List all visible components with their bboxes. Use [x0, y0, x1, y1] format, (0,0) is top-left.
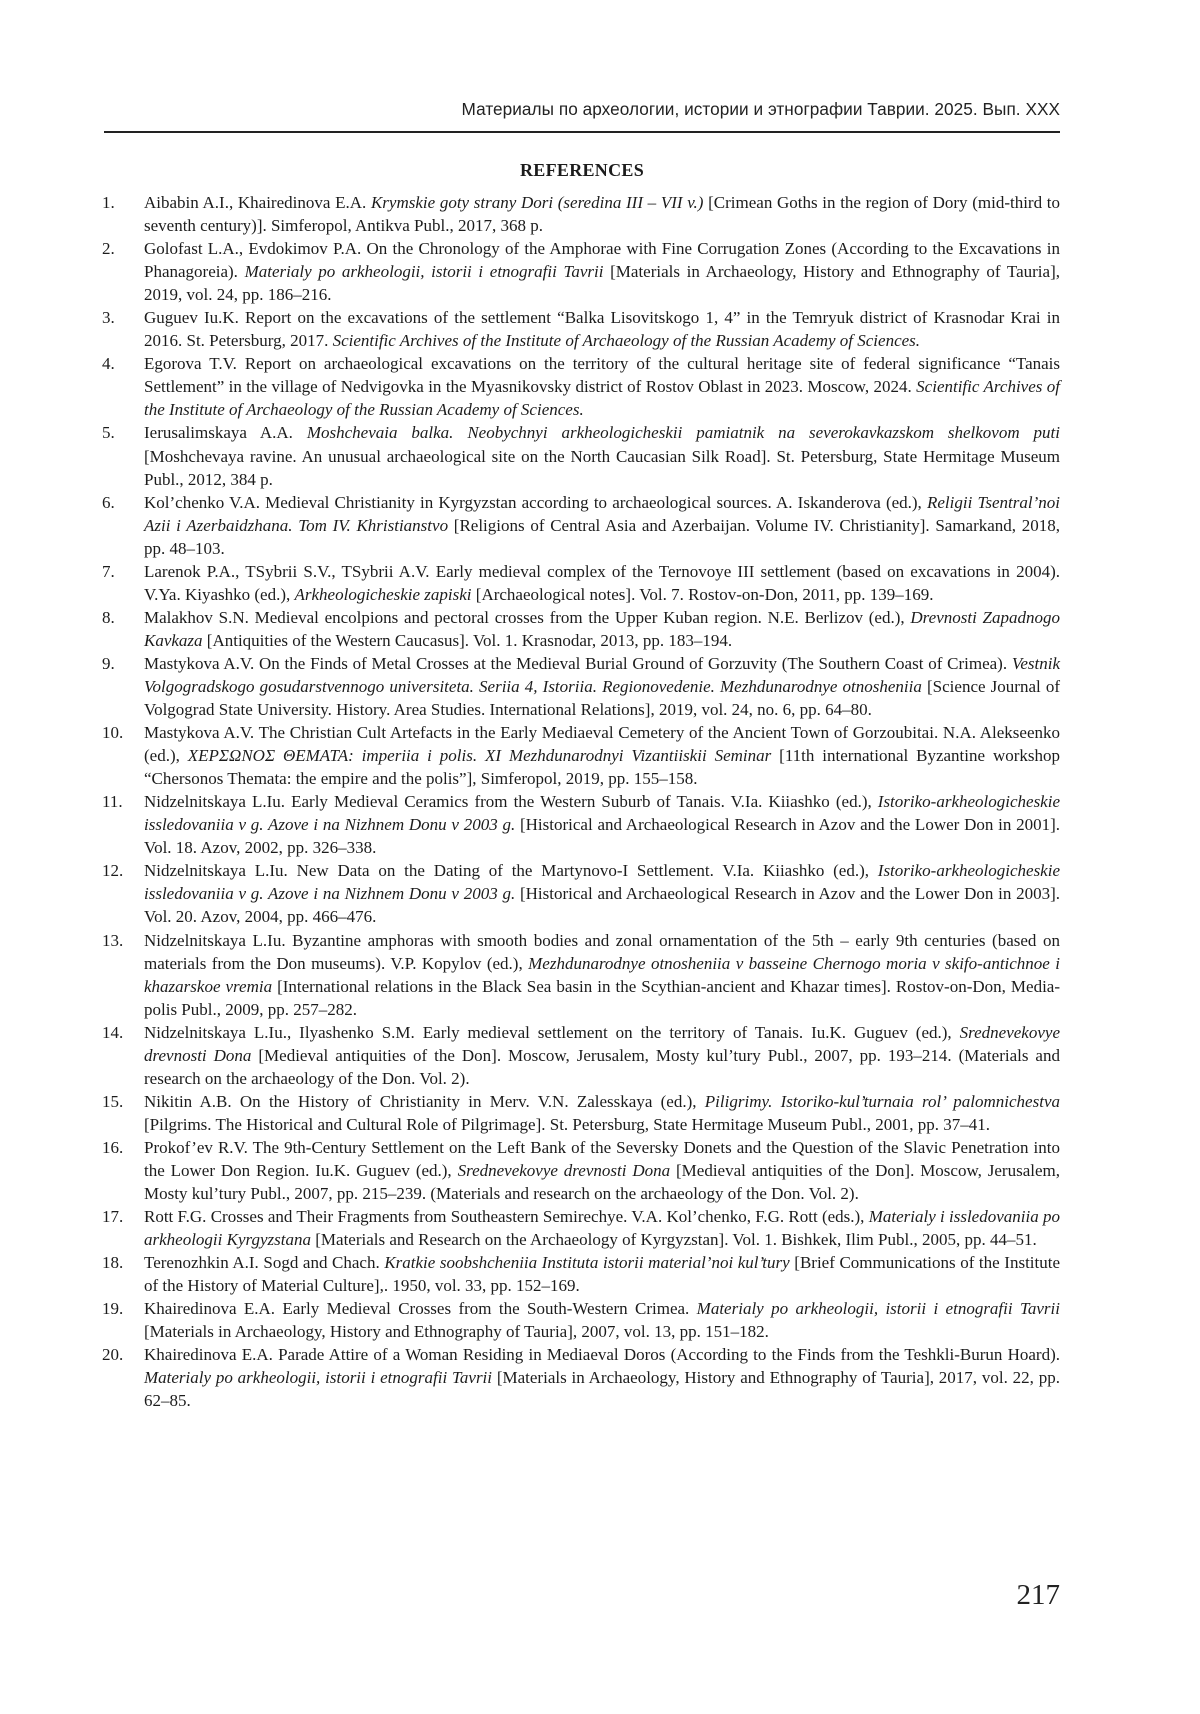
reference-text-segment: Kol’chenko V.A. Medieval Christianity in Kyrgyzstan according to archaeological sources. A. Iskanderova (ed.), — [144, 492, 927, 512]
reference-text — [144, 1090, 1060, 1136]
reference-text-segment: Mastykova A.V. The Christian Cult Artefacts in the Early Mediaeval Cemetery of the Ancient Town of Gorzoubitai. N.A. Alekseenko (ed.), — [144, 723, 1060, 766]
reference-item — [102, 1090, 1060, 1136]
reference-number: 3. — [102, 308, 115, 328]
reference-item — [102, 652, 1060, 721]
reference-number: 2. — [102, 239, 115, 259]
reference-text-segment: [Materials in Archaeology, History and Ethnography of Tauria], 2007, vol. 13, pp. 151–182. — [144, 1322, 769, 1342]
reference-number: 7. — [102, 561, 115, 581]
reference-number: 11. — [102, 792, 123, 812]
reference-text-segment: [Historical and Archaeological Research in Azov and the Lower Don in 2003]. Vol. 20. Azov, 2004, pp. 466–476. — [144, 884, 1061, 927]
reference-text — [144, 191, 1060, 237]
reference-text — [144, 790, 1060, 859]
reference-number: 12. — [102, 861, 124, 881]
running-header: Материалы по археологии, истории и этнографии Таврии. 2025. Вып. XXX — [461, 99, 1060, 119]
reference-item — [102, 191, 1060, 237]
reference-item — [102, 560, 1060, 606]
reference-number: 18. — [102, 1253, 124, 1273]
reference-text-segment: [Moshchevaya ravine. An unusual archaeological site on the North Caucasian Silk Road]. St. Petersburg, State Hermitage Museum Publ., 2012, 384 p. — [144, 446, 1060, 489]
reference-list — [102, 191, 1060, 1412]
reference-text-segment: Malakhov S.N. Medieval encolpions and pectoral crosses from the Upper Kuban region. N.E. Berlizov (ed.), — [144, 607, 911, 627]
reference-text-segment: Terenozhkin A.I. Sogd and Chach. — [144, 1253, 385, 1273]
reference-number: 19. — [102, 1299, 124, 1319]
reference-text — [144, 1205, 1060, 1251]
reference-text-segment: [Archaeological notes]. Vol. 7. Rostov-on-Don, 2011, pp. 139–169. — [471, 584, 934, 604]
reference-title-italic: Materialy po arkheologii, istorii i etnografii Tavrii — [696, 1299, 1060, 1319]
reference-text — [144, 1251, 1060, 1297]
header-rule — [104, 131, 1060, 133]
reference-text-segment: Egorova T.V. Report on archaeological excavations on the territory of the cultural heritage site of federal significance “Tanais Settlement” in the village of Nedvigovka in the Myasnikovsky district of Rostov Oblast in 2023. Moscow, 2024. — [144, 354, 1060, 397]
reference-title-italic: Moshchevaia balka. Neobychnyi arkheologicheskii pamiatnik na severokavkazskom shelkovom puti — [306, 423, 1060, 443]
reference-text-segment: [Crimean Goths in the region of Dory (mid-third to seventh century)]. Simferopol, Antikva Publ., 2017, 368 p. — [144, 193, 1060, 236]
reference-text-segment: Mastykova A.V. On the Finds of Metal Crosses at the Medieval Burial Ground of Gorzuvity (The Southern Coast of Crimea). — [144, 653, 1012, 673]
reference-title-italic: Istoriko-arkheologicheskie issledovaniia v g. Azove i na Nizhnem Donu v 2003 g. — [144, 861, 1060, 904]
reference-text — [144, 1343, 1060, 1412]
reference-text-segment: [Medieval antiquities of the Don]. Moscow, Jerusalem, Mosty kul’tury Publ., 2007, pp. 215–239. (Materials and research on the archaeology of the Don. Vol. 2). — [144, 1160, 1060, 1204]
reference-text — [144, 237, 1060, 306]
reference-title-italic: Religii Tsentral’noi Azii i Azerbaidzhana. Tom IV. Khristianstvo — [144, 492, 1060, 535]
reference-item — [102, 1343, 1060, 1412]
reference-text — [144, 1136, 1060, 1205]
reference-title-italic: Materialy po arkheologii, istorii i etnografii Tavrii — [244, 262, 604, 282]
reference-text — [144, 1297, 1060, 1343]
reference-item — [102, 606, 1060, 652]
reference-item — [102, 421, 1060, 490]
reference-text — [144, 352, 1060, 421]
reference-title-italic: Mezhdunarodnye otnosheniia v basseine Chernogo moria v skifo-antichnoe i khazarskoe vremia — [144, 953, 1061, 996]
reference-text — [144, 652, 1060, 721]
reference-text-segment: [Materials in Archaeology, History and Ethnography of Tauria], 2019, vol. 24, pp. 186–216. — [144, 262, 1060, 305]
reference-title-italic: Materialy po arkheologii, istorii i etnografii Tavrii — [144, 1368, 493, 1388]
reference-text-segment: Guguev Iu.K. Report on the excavations of the settlement “Balka Lisovitskogo 1, 4” in the Temryuk district of Krasnodar Krai in 2016. St. Petersburg, 2017. — [144, 308, 1060, 351]
reference-item — [102, 1297, 1060, 1343]
reference-item — [102, 1136, 1060, 1205]
reference-text-segment: Larenok P.A., TSybrii S.V., TSybrii A.V. Early medieval complex of the Ternovoye III settlement (based on excavations in 2004). V.Ya. Kiyashko (ed.), — [144, 561, 1060, 604]
reference-title-italic: Scientific Archives of the Institute of Archaeology of the Russian Academy of Sciences. — [144, 377, 1061, 420]
reference-number: 15. — [102, 1091, 124, 1111]
reference-item — [102, 790, 1060, 859]
reference-text — [144, 721, 1060, 790]
reference-title-italic: Srednevekovye drevnosti Dona — [457, 1160, 671, 1180]
reference-text-segment: [Science Journal of Volgograd State University. History. Area Studies. International Relations], 2019, vol. 24, no. 6, pp. 64–80. — [144, 676, 1060, 720]
reference-text-segment: Prokof’ev R.V. The 9th-Century Settlement on the Left Bank of the Seversky Donets and the Question of the Slavic Penetration into the Lower Don Region. Iu.K. Guguev (ed.), — [144, 1137, 1060, 1180]
reference-text-segment: [Historical and Archaeological Research in Azov and the Lower Don in 2001]. Vol. 18. Azov, 2002, pp. 326–338. — [144, 815, 1061, 858]
reference-text — [144, 560, 1060, 606]
reference-text-segment: [Materials in Archaeology, History and Ethnography of Tauria], 2017, vol. 22, pp. 62–85. — [144, 1368, 1060, 1411]
reference-text-segment: Nikitin A.B. On the History of Christianity in Merv. V.N. Zalesskaya (ed.), — [144, 1091, 705, 1111]
reference-text — [144, 929, 1060, 1021]
reference-title-italic: Srednevekovye drevnosti Dona — [144, 1022, 1060, 1065]
reference-text-segment: Ierusalimskaya A.A. — [144, 423, 307, 443]
reference-number: 16. — [102, 1137, 124, 1157]
reference-text-segment: Khairedinova E.A. Early Medieval Crosses from the South-Western Crimea. — [144, 1299, 697, 1319]
page-number: 217 — [1016, 1579, 1060, 1611]
reference-title-italic: Istoriko-arkheologicheskie issledovaniia v g. Azove i na Nizhnem Donu v 2003 g. — [144, 792, 1060, 835]
reference-item — [102, 721, 1060, 790]
reference-text-segment: [Religions of Central Asia and Azerbaijan. Volume IV. Christianity]. Samarkand, 2018, pp. 48–103. — [144, 515, 1061, 558]
reference-text — [144, 421, 1060, 490]
reference-text — [144, 606, 1060, 652]
reference-item — [102, 352, 1060, 421]
reference-text-segment: Nidzelnitskaya L.Iu. Byzantine amphoras with smooth bodies and zonal ornamentation of the 5th – early 9th centuries (based on materials from the Don museums). V.P. Kopylov (ed.), — [144, 930, 1060, 973]
reference-item — [102, 859, 1060, 928]
reference-text-segment: Aibabin A.I., Khairedinova E.A. — [144, 193, 371, 212]
reference-number: 6. — [102, 492, 115, 512]
reference-text — [144, 306, 1060, 352]
reference-title-italic: Arkheologicheskie zapiski — [294, 584, 472, 604]
reference-number: 10. — [102, 723, 124, 743]
reference-title-italic: Materialy i issledovaniia po arkheologii Kyrgyzstana — [144, 1207, 1060, 1250]
reference-text-segment: Nidzelnitskaya L.Iu., Ilyashenko S.M. Early medieval settlement on the territory of Tanais. Iu.K. Guguev (ed.), — [144, 1022, 960, 1042]
reference-text-segment: [Medieval antiquities of the Don]. Moscow, Jerusalem, Mosty kul’tury Publ., 2007, pp. 193–214. (Materials and research on the archaeology of the Don. Vol. 2). — [144, 1045, 1060, 1088]
reference-text — [144, 1021, 1060, 1090]
reference-number: 14. — [102, 1022, 124, 1042]
reference-text — [144, 859, 1060, 928]
reference-item — [102, 1021, 1060, 1090]
reference-title-italic: Vestnik Volgogradskogo gosudarstvennogo universiteta. Seriia 4, Istoriia. Regionovedenie. Mezhdunarodnye otnosheniia — [144, 653, 1060, 696]
reference-number: 8. — [102, 607, 115, 627]
reference-number: 1. — [102, 193, 115, 212]
reference-title-italic: Drevnosti Zapadnogo Kavkaza — [144, 607, 1061, 650]
reference-text-segment: [11th international Byzantine workshop “Chersonos Themata: the empire and the polis”], Simferopol, 2019, pp. 155–158. — [144, 746, 1060, 789]
reference-number: 9. — [102, 653, 115, 673]
reference-title-italic: Scientific Archives of the Institute of Archaeology of the Russian Academy of Sciences. — [332, 331, 921, 351]
reference-number: 5. — [102, 423, 115, 443]
reference-item — [102, 491, 1060, 560]
reference-text-segment: [Pilgrims. The Historical and Cultural Role of Pilgrimage]. St. Petersburg, State Hermitage Museum Publ., 2001, pp. 37–41. — [144, 1114, 990, 1134]
reference-text — [144, 491, 1060, 560]
reference-number: 17. — [102, 1207, 124, 1227]
section-title: REFERENCES — [519, 160, 645, 180]
reference-number: 20. — [102, 1345, 124, 1365]
reference-item — [102, 237, 1060, 306]
reference-text-segment: Nidzelnitskaya L.Iu. New Data on the Dating of the Martynovo-I Settlement. V.Ia. Kiiashko (ed.), — [144, 861, 878, 881]
reference-item — [102, 1205, 1060, 1251]
reference-text-segment: Nidzelnitskaya L.Iu. Early Medieval Ceramics from the Western Suburb of Tanais. V.Ia. Kiiashko (ed.), — [144, 792, 878, 812]
reference-item — [102, 1251, 1060, 1297]
reference-title-italic: Krymskie goty strany Dori (seredina III – VII v.) — [370, 193, 704, 212]
reference-title-italic: Piligrimy. Istoriko-kul’turnaia rol’ palomnichestva — [704, 1091, 1060, 1111]
reference-text-segment: Golofast L.A., Evdokimov P.A. On the Chronology of the Amphorae with Fine Corrugation Zones (According to the Excavations in Phanagoreia). — [144, 239, 1060, 282]
reference-text-segment: Khairedinova E.A. Parade Attire of a Woman Residing in Mediaeval Doros (According to the Finds from the Teshkli-Burun Hoard). — [144, 1345, 1060, 1365]
reference-title-italic: Kratkie soobshcheniia Instituta istorii material’noi kul’tury — [384, 1253, 790, 1273]
reference-text-segment: [Materials and Research on the Archaeology of Kyrgyzstan]. Vol. 1. Bishkek, Ilim Publ., 2005, pp. 44–51. — [311, 1230, 1037, 1250]
reference-text-segment: Rott F.G. Crosses and Their Fragments from Southeastern Semirechye. V.A. Kol’chenko, F.G. Rott (eds.), — [144, 1207, 869, 1227]
reference-number: 4. — [102, 354, 115, 374]
reference-text-segment: [International relations in the Black Sea basin in the Scythian-ancient and Khazar times]. Rostov-on-Don, Media-polis Publ., 2009, pp. 257–282. — [144, 976, 1060, 1019]
reference-number: 13. — [102, 930, 124, 950]
reference-text-segment: [Antiquities of the Western Caucasus]. Vol. 1. Krasnodar, 2013, pp. 183–194. — [202, 630, 733, 650]
reference-title-italic: ΧΕΡΣΩΝΟΣ ΘΕΜΑΤΑ: imperiia i polis. XI Mezhdunarodnyi Vizantiiskii Seminar — [187, 746, 772, 766]
reference-text-segment: [Brief Communications of the Institute of the History of Material Culture],. 1950, vol. 33, pp. 152–169. — [144, 1253, 1061, 1296]
reference-item — [102, 306, 1060, 352]
reference-item — [102, 929, 1060, 1021]
